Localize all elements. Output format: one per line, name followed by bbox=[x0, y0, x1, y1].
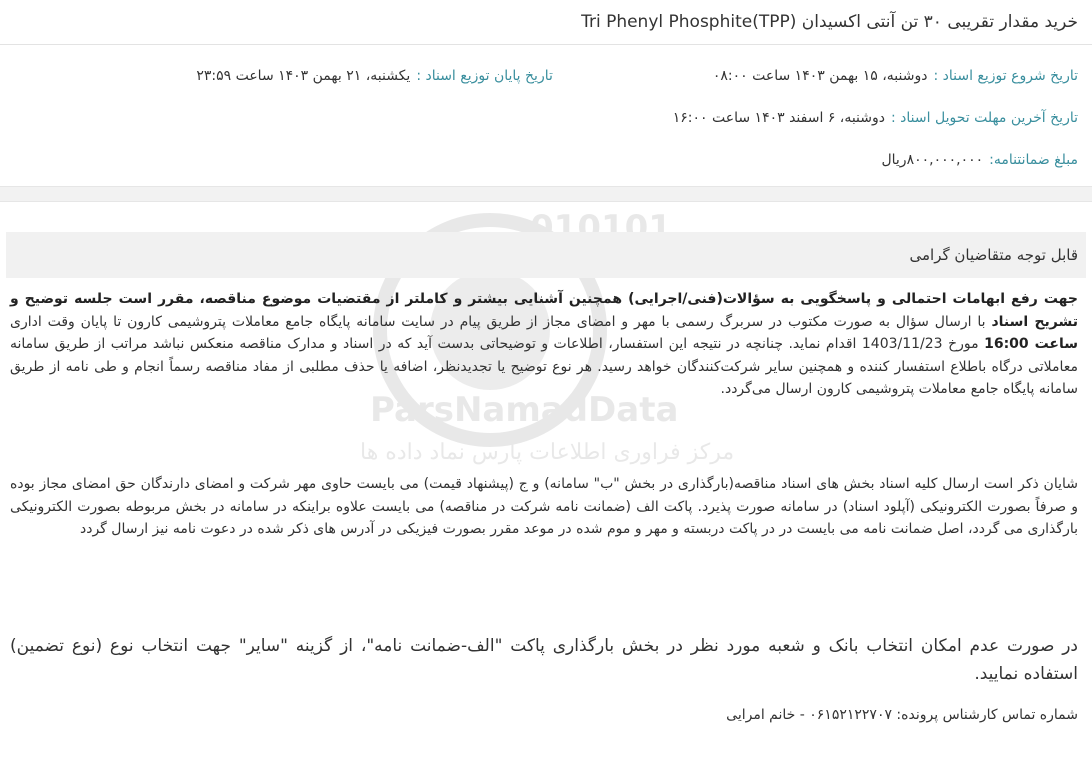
notice-paragraph-bank: در صورت عدم امکان انتخاب بانک و شعبه مورد نظر در بخش بارگذاری پاکت "الف-ضمانت نامه"، از گزینه "سایر" جهت انتخاب نوع (نوع تضمین) استفاده نمایید. bbox=[10, 636, 1078, 684]
notice-paragraph-clarification bbox=[10, 288, 1078, 401]
end-date-label: تاریخ پایان توزیع اسناد : bbox=[416, 68, 553, 84]
clarification-bold-text: جهت رفع ابهامات احتمالی و پاسخگویی به سؤالات(فنی/اجرایی) همچنین آشنایی بیشتر و کاملتر از مقتضیات موضوع مناقصه، مقرر است جلسه توضیح و تشریح اسناد bbox=[10, 291, 1078, 330]
notice-heading-box bbox=[6, 232, 1086, 278]
watermark-digits: 010101 bbox=[530, 208, 672, 248]
tender-meta bbox=[0, 45, 1092, 181]
clarification-deadline-time: ساعت 16:00 bbox=[984, 336, 1078, 352]
deadline-row bbox=[14, 97, 1078, 139]
page-title-text: خرید مقدار تقریبی ۳۰ تن آنتی اکسیدان Tri Phenyl Phosphite(TPP) bbox=[581, 12, 1078, 32]
clarification-text-b: مورخ 1403/11/23 اقدام نماید. چنانچه در نتیجه این استفسار، اطلاعات و توضیحاتی بدست آید که در اسناد و مدارک مناقصه منعکس نباشد مراتب از طریق سامانه معاملاتی درگاه باطلاع استفسار کننده و همچنین سایر شرکت‌کنندگان خواهد رسید. هر نوع توضیح یا تجدیدنظر، اضافه یا حذف مطلبی از مفاد مناقصه رسماً انجام و طی نامه از طریق سامانه پایگاه جامع معاملات پتروشیمی کارون ارسال می‌گردد. bbox=[10, 336, 1078, 397]
distribution-dates-row bbox=[14, 55, 1078, 97]
end-date-value: یکشنبه، ۲۱ بهمن ۱۴۰۳ ساعت ۲۳:۵۹ bbox=[196, 68, 411, 84]
deadline-value: دوشنبه، ۶ اسفند ۱۴۰۳ ساعت ۱۶:۰۰ bbox=[672, 110, 885, 126]
clarification-text-a: با ارسال سؤال به صورت مکتوب در سربرگ رسمی با مهر و امضای مجاز از طریق پیام در سایت سامانه پایگاه جامع معاملات پتروشیمی کارون تا پایان وقت اداری bbox=[10, 313, 992, 330]
watermark-brand: ParsNamadData bbox=[370, 390, 679, 430]
page-title bbox=[0, 0, 1092, 45]
notice-heading: قابل توجه متقاضیان گرامی bbox=[909, 246, 1078, 264]
watermark-caption: مرکز فراوری اطلاعات پارس نماد داده ها bbox=[360, 440, 735, 465]
guarantee-value: ۸۰۰,۰۰۰,۰۰۰ریال bbox=[881, 152, 984, 168]
guarantee-row bbox=[14, 139, 1078, 181]
start-date-label: تاریخ شروع توزیع اسناد : bbox=[933, 68, 1078, 84]
start-date-value: دوشنبه، ۱۵ بهمن ۱۴۰۳ ساعت ۰۸:۰۰ bbox=[712, 68, 928, 84]
section-divider bbox=[0, 186, 1092, 202]
deadline-label: تاریخ آخرین مهلت تحویل اسناد : bbox=[891, 110, 1078, 126]
guarantee-label: مبلغ ضمانتنامه: bbox=[989, 152, 1078, 168]
notice-paragraph-submission: شایان ذکر است ارسال کلیه اسناد بخش های اسناد مناقصه(بارگذاری در بخش "ب" سامانه) و ج (پیشنهاد قیمت) می بایست حاوی مهر شرکت و امضای دارندگان حق امضای مجاز بوده و صرفاً بصورت الکترونیکی (آپلود اسناد) در سامانه صورت پذیرد. پاکت الف (ضمانت نامه شرکت در مناقصه) می بایست علاوه براینکه در سامانه در بخش مربوطه بصورت الکترونیکی بارگذاری می گردد، اصل ضمانت نامه می بایست در در پاکت دربسته و مهر و موم شده در موعد مقرر بصورت فیزیکی در آدرس های ذکر شده در دعوت نامه نیز ارسال گردد bbox=[10, 476, 1078, 537]
contact-info: شماره تماس کارشناس پرونده: ۰۶۱۵۲۱۲۲۷۰۷ - خانم امرایی bbox=[726, 707, 1078, 723]
